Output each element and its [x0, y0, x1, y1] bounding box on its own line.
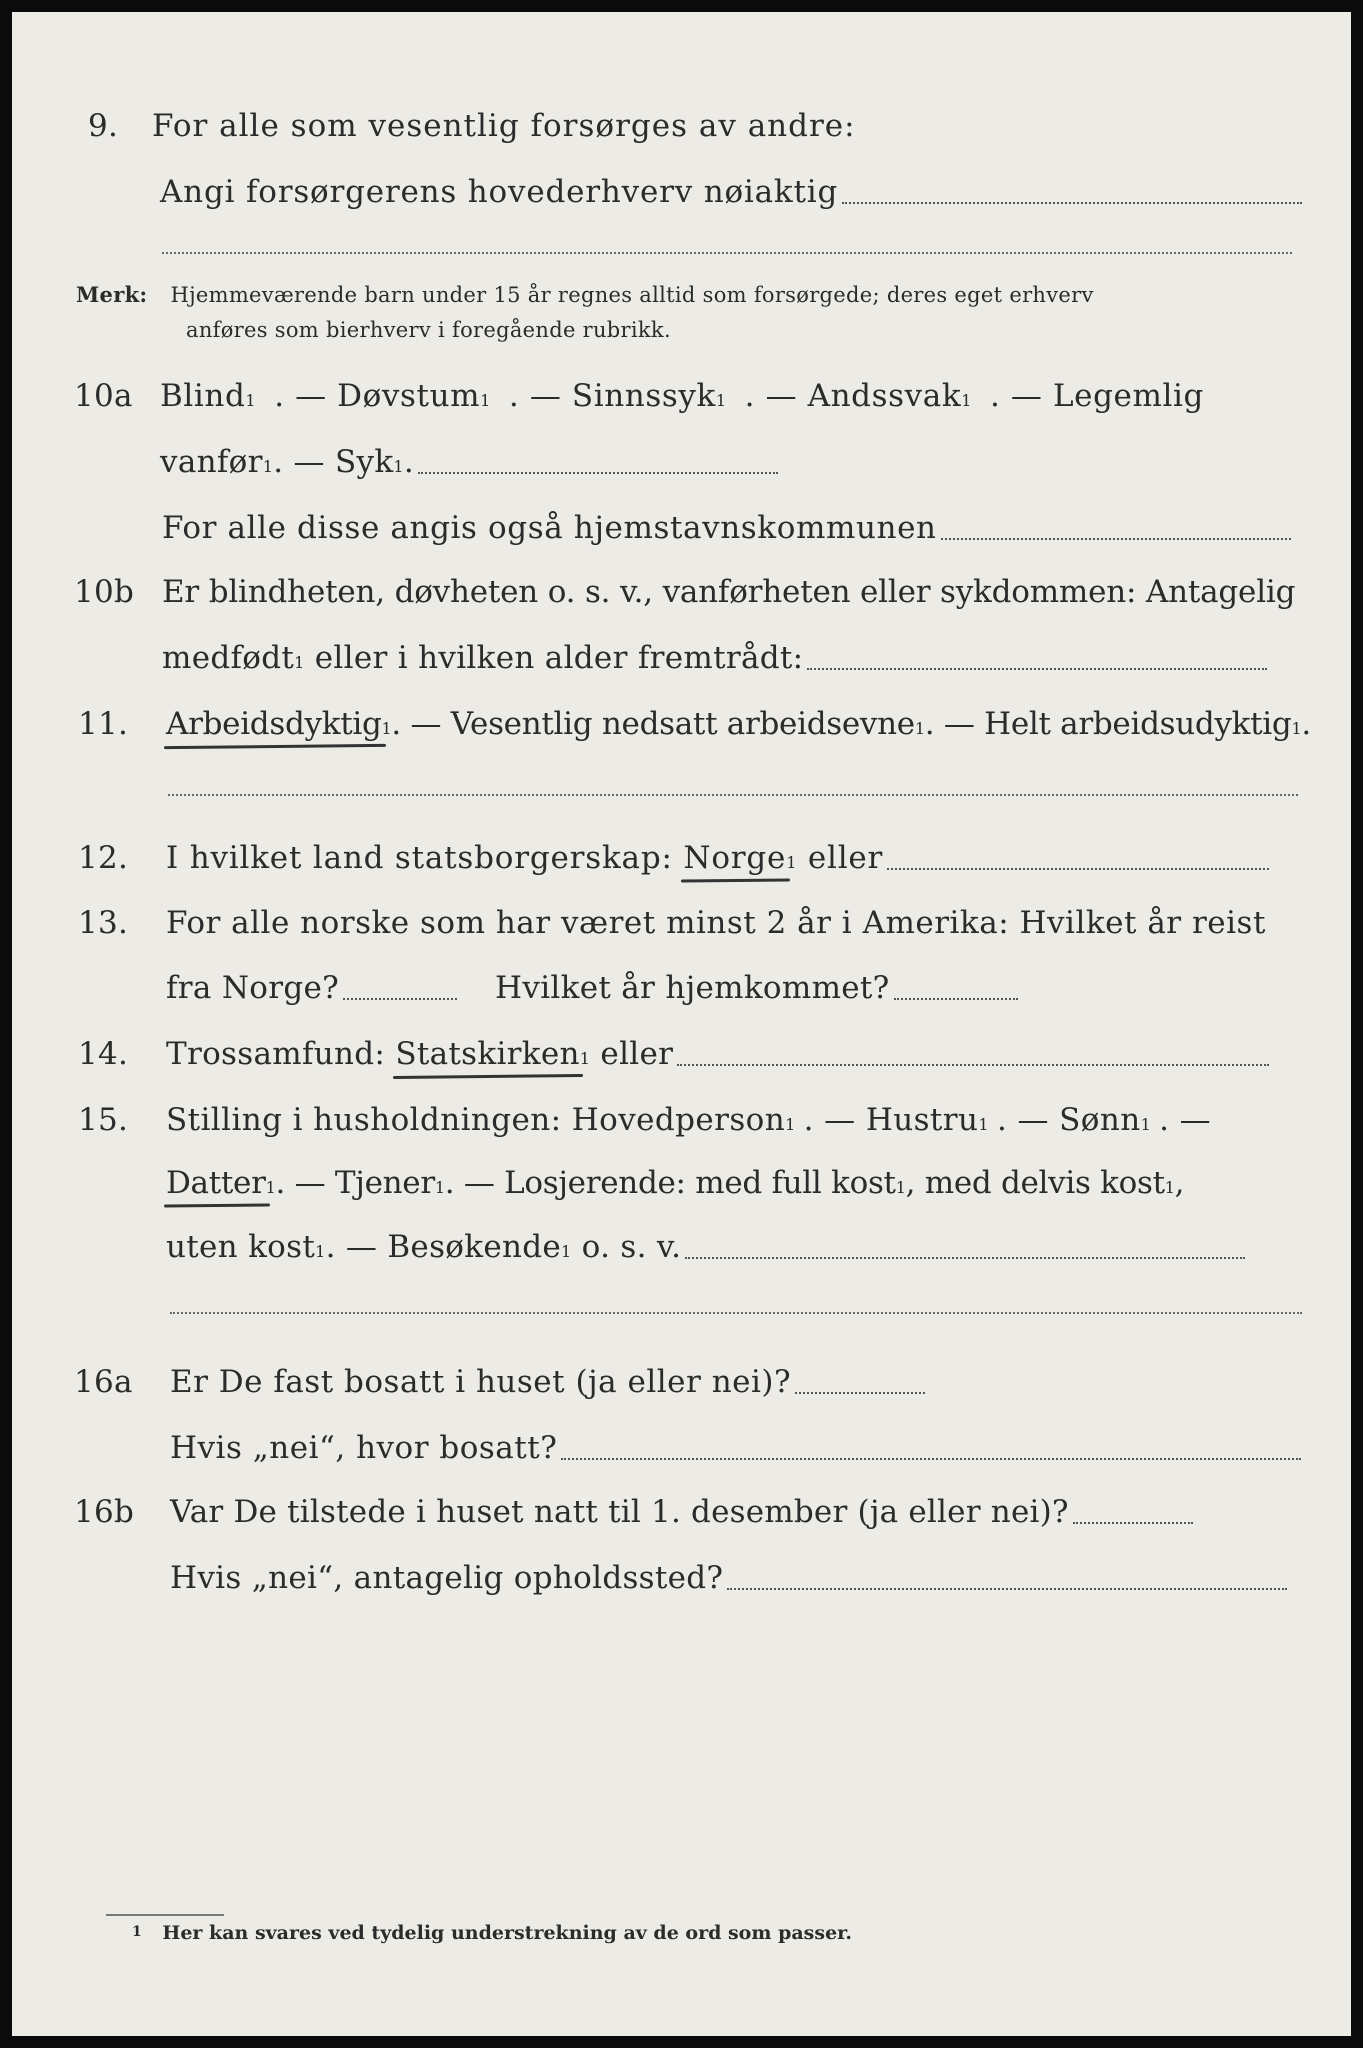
question-text: Er blindheten, døvheten o. s. v., vanførheten eller sykdommen: Antagelig — [162, 574, 1296, 610]
note-line: Merk: Hjemmeværende barn under 15 år regnes alltid som forsørgede; deres eget erhverv — [76, 282, 1094, 307]
answer-blank[interactable] — [795, 1392, 925, 1394]
question-text: Hvis „nei“, hvor bosatt? — [170, 1430, 1301, 1466]
answer-blank[interactable] — [1073, 1522, 1193, 1524]
answer-blank[interactable] — [418, 472, 778, 474]
question-number: 10b — [74, 574, 135, 610]
question-text: fra Norge? Hvilket år hjemkommet? — [166, 970, 1018, 1006]
question-text: Datter 1 . — Tjener 1 . — Losjerende: med full kost 1 , med delvis kost 1 , — [166, 1165, 1185, 1201]
footnote-divider — [106, 1914, 224, 1916]
question-number: 9. — [88, 108, 119, 144]
question-number: 14. — [78, 1036, 129, 1072]
note-line: anføres som bierhverv i foregående rubrikk. — [186, 318, 671, 342]
question-text: Hvis „nei“, antagelig opholdssted? — [170, 1560, 1287, 1596]
question-text: Trossamfund: Statskirken 1 eller — [166, 1036, 1269, 1072]
question-number: 10a — [74, 378, 133, 414]
answer-blank[interactable] — [894, 998, 1018, 1000]
question-number: 16a — [74, 1364, 133, 1400]
answer-blank[interactable] — [807, 668, 1267, 670]
census-form-page — [12, 12, 1351, 2036]
answer-blank[interactable] — [168, 794, 1298, 796]
question-text: Arbeidsdyktig 1 . — Vesentlig nedsatt arbeidsevne 1 . — Helt arbeidsudyktig 1 . — [166, 706, 1311, 742]
question-number: 12. — [78, 840, 129, 876]
question-text: Angi forsørgerens hovederhverv nøiaktig — [160, 174, 1302, 210]
question-text: I hvilket land statsborgerskap: Norge 1 eller — [166, 840, 1269, 876]
answer-blank[interactable] — [170, 1312, 1302, 1314]
answer-blank[interactable] — [162, 252, 1292, 254]
question-text: uten kost 1 . — Besøkende 1 o. s. v. — [166, 1229, 1245, 1265]
question-text: Stilling i husholdningen: Hovedperson 1 . — Hustru 1 . — Sønn 1 . — — [166, 1102, 1212, 1138]
question-number: 13. — [78, 905, 129, 941]
answer-blank[interactable] — [343, 998, 457, 1000]
answer-blank[interactable] — [842, 202, 1302, 204]
question-text: For alle norske som har været minst 2 år i Amerika: Hvilket år reist — [166, 905, 1266, 941]
underlined-answer: Datter — [166, 1165, 266, 1201]
question-number: 16b — [74, 1494, 135, 1530]
answer-blank[interactable] — [677, 1064, 1269, 1066]
answer-blank[interactable] — [941, 538, 1291, 540]
footnote: 1 Her kan svares ved tydelig understrekning av de ord som passer. — [132, 1922, 853, 1944]
question-text: Er De fast bosatt i huset (ja eller nei)? — [170, 1364, 925, 1400]
answer-blank[interactable] — [685, 1257, 1245, 1259]
question-text: Blind 1 . — Døvstum 1 . — Sinnssyk 1 . — Andssvak 1 . — Legemlig — [160, 378, 1204, 414]
question-number: 15. — [78, 1102, 129, 1138]
answer-blank[interactable] — [561, 1458, 1301, 1460]
answer-blank[interactable] — [887, 868, 1269, 870]
question-text: Var De tilstede i huset natt til 1. desember (ja eller nei)? — [170, 1494, 1193, 1530]
underlined-answer: Statskirken — [395, 1036, 580, 1072]
question-text: medfødt 1 eller i hvilken alder fremtrådt: — [162, 640, 1267, 676]
question-text: vanfør 1 . — Syk 1 . — [160, 444, 778, 480]
underlined-answer: Arbeidsdyktig — [166, 706, 382, 742]
question-number: 11. — [78, 706, 129, 742]
question-text: For alle disse angis også hjemstavnskommunen — [162, 510, 1291, 546]
underlined-answer: Norge — [683, 840, 787, 876]
question-text: For alle som vesentlig forsørges av andre: — [152, 108, 856, 144]
answer-blank[interactable] — [727, 1588, 1287, 1590]
